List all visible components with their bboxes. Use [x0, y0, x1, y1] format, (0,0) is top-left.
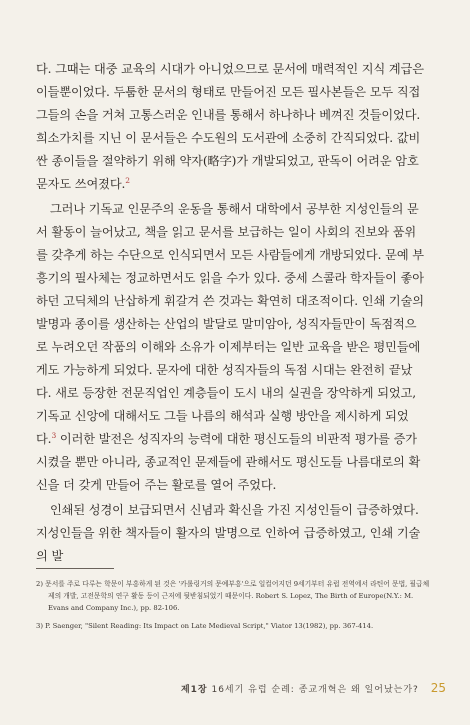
footnote-reference[interactable]: 3	[51, 430, 57, 440]
paragraph-text: 인쇄된 성경이 보급되면서 신념과 확신을 가진 지성인들이 급증하였다. 지성인들을 위한 책자들이 활자의 발명으로 인하여 급증하였고, 인쇄 기술의 발	[36, 503, 421, 563]
page-number: 25	[430, 681, 446, 695]
paragraph-text-continued: 이러한 발전은 성직자의 능력에 대한 평신도들의 비판적 평가를 증가시켰을 뿐만 아니라, 종교적인 문제들에 관해서도 평신도들 나름대로의 확신을 더 갖게 만들어 주는 활로를 열어 주었다.	[36, 432, 421, 492]
chapter-title: 16세기 유럽 순례: 종교개혁은 왜 일어났는가?	[211, 685, 419, 695]
footnote: 2) 문서를 주로 다루는 학문이 부흥하게 된 것은 '카롤링거의 문예부흥'으로 일컬어지던 9세기부터 유럽 전역에서 라틴어 문법, 필급체제의 개발, 고전문학의 연구 활동 등이 근저에 뒷받침되었기 때문이다. Robert S. Lopez, The Birth of Europe(N.Y.: M. Evans and Company Inc.), pp. 82-106.	[36, 580, 430, 612]
paragraph	[36, 58, 426, 196]
paragraph	[36, 198, 426, 497]
footnote-reference[interactable]: 2	[125, 175, 130, 185]
footnotes	[36, 578, 430, 638]
body-text	[36, 58, 426, 568]
paragraph	[36, 499, 426, 568]
running-footer	[0, 681, 446, 695]
paragraph-text: 다. 그때는 대중 교육의 시대가 아니었으므로 문서에 매력적인 지식 계급은 이들뿐이었다. 두툼한 문서의 형태로 만들어진 모든 필사본들은 모두 직접 그들의 손을 거쳐 고통스러운 인내를 통해서 하나하나 베껴진 것들이었다. 희소가치를 지닌 이 문서들은 수도원의 도서관에 소중히 간직되었다. 값비싼 종이들을 절약하기 위해 약자(略字)가 개발되었고, 판독이 어려운 암호 문자도 쓰여졌다.	[36, 62, 424, 191]
chapter-label: 제1장	[180, 685, 208, 695]
footnote-divider	[36, 568, 114, 569]
footnote: 3) P. Saenger, "Silent Reading: Its Impact on Late Medieval Script," Viator 13(1982), pp. 367-414.	[36, 622, 374, 630]
paragraph-text: 그러나 기독교 인문주의 운동을 통해서 대학에서 공부한 지성인들의 문서 활동이 늘어났고, 책을 읽고 문서를 보급하는 일이 사회의 진보와 품위를 갖추게 하는 수단으로 인식되면서 모든 사람들에게 개방되었다. 문예 부흥기의 필사체는 정교하면서도 읽을 수가 있다. 중세 스콜라 학자들이 좋아하던 고딕체의 난삽하게 휘갈겨 쓴 것과는 확연히 대조적이다. 인쇄 기술의 발명과 종이를 생산하는 산업의 발달로 말미암아, 성직자들만이 독점적으로 누려오던 작품의 이해와 소유가 이제부터는 일반 교육을 받은 평민들에게도 가능하게 되었다. 문자에 대한 성직자들의 독점 시대는 완전히 끝났다. 새로 등장한 전문직업인 계층들이 도시 내의 실권을 장악하게 되었고, 기독교 신앙에 대해서도 그들 나름의 해석과 실행 방안을 제시하게 되었다.	[36, 202, 424, 446]
